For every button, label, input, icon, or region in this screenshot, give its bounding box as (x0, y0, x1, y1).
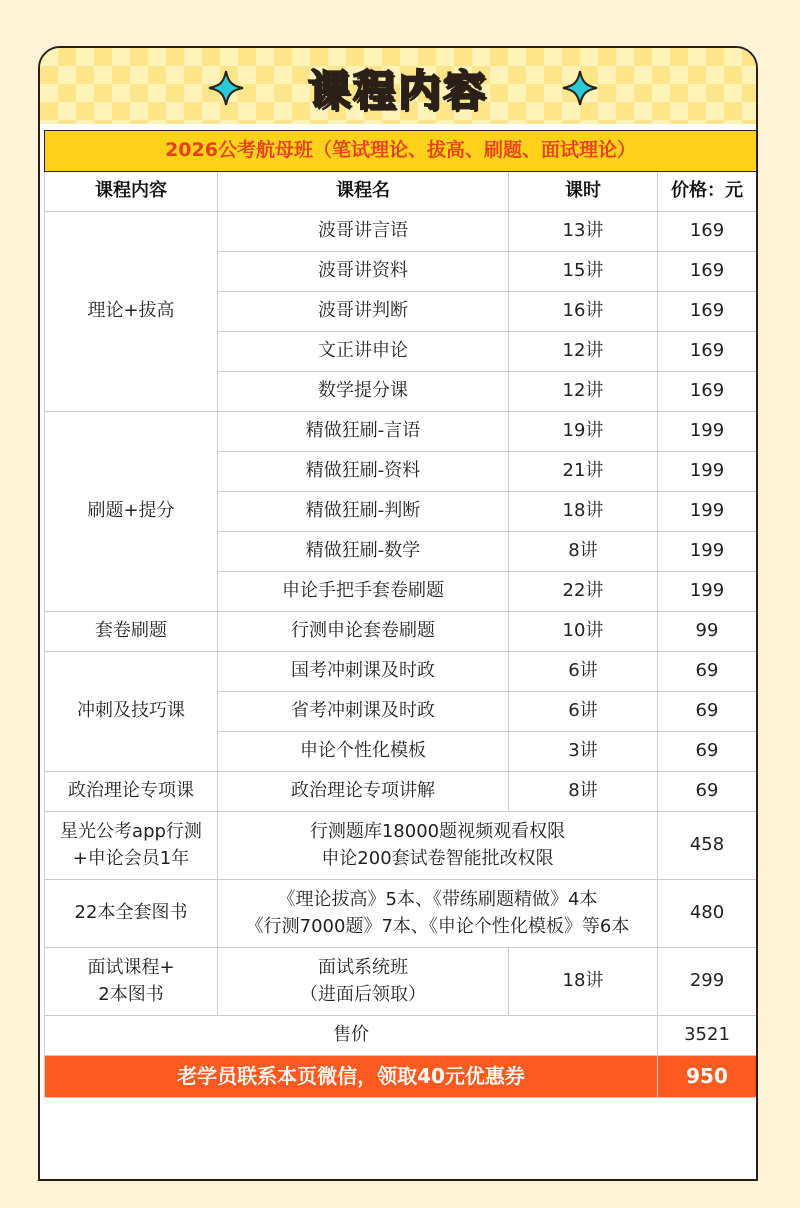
course-price: 169 (658, 252, 757, 292)
vip-description (218, 812, 658, 880)
books-line: 《理论拔高》5本、《带练刷题精做》4本 (277, 889, 598, 911)
course-name: 文正讲申论 (218, 332, 509, 372)
course-banner: 2026公考航母班（笔试理论、拔高、刷题、面试理论） (45, 131, 757, 172)
promo-row (45, 1056, 757, 1098)
header-hours: 课时 (509, 172, 658, 212)
course-price: 99 (658, 612, 757, 652)
course-hours: 6讲 (509, 692, 658, 732)
header-row (45, 172, 757, 212)
course-name: 申论手把手套卷刷题 (218, 572, 509, 612)
books-line: 《行测7000题》7本、《申论个性化模板》等6本 (245, 915, 630, 937)
course-name-line: （进面后领取） (300, 983, 426, 1005)
course-price: 458 (658, 812, 757, 880)
card-header (40, 48, 756, 124)
course-price: 169 (658, 372, 757, 412)
group-label (45, 948, 218, 1016)
group-label: 理论+拔高 (45, 212, 218, 412)
course-name: 国考冲刺课及时政 (218, 652, 509, 692)
course-name: 申论个性化模板 (218, 732, 509, 772)
course-hours: 18讲 (509, 492, 658, 532)
course-name-line: 面试系统班 (318, 957, 408, 979)
group-label-line: 面试课程+ (87, 957, 175, 979)
group-label: 22本全套图书 (45, 880, 218, 948)
course-table (44, 130, 757, 1098)
course-hours: 3讲 (509, 732, 658, 772)
vip-line: 申论200套试卷智能批改权限 (321, 847, 554, 869)
table-row (45, 412, 757, 452)
course-name (218, 948, 509, 1016)
banner-row (45, 131, 757, 172)
course-name: 数学提分课 (218, 372, 509, 412)
promo-label: 老学员联系本页微信，领取40元优惠券 (45, 1056, 658, 1098)
course-name: 行测申论套卷刷题 (218, 612, 509, 652)
course-price: 69 (658, 692, 757, 732)
course-price: 169 (658, 212, 757, 252)
course-hours: 21讲 (509, 452, 658, 492)
table-row (45, 652, 757, 692)
course-price: 299 (658, 948, 757, 1016)
course-price: 199 (658, 452, 757, 492)
course-card (38, 46, 758, 1181)
course-name: 精做狂刷-判断 (218, 492, 509, 532)
course-price: 69 (658, 772, 757, 812)
course-name: 波哥讲资料 (218, 252, 509, 292)
total-label: 售价 (45, 1016, 658, 1056)
table-row (45, 612, 757, 652)
course-price: 169 (658, 292, 757, 332)
course-name: 精做狂刷-言语 (218, 412, 509, 452)
course-hours: 19讲 (509, 412, 658, 452)
course-price: 69 (658, 652, 757, 692)
course-price: 480 (658, 880, 757, 948)
course-hours: 13讲 (509, 212, 658, 252)
course-price: 199 (658, 492, 757, 532)
course-hours: 12讲 (509, 372, 658, 412)
course-name: 省考冲刺课及时政 (218, 692, 509, 732)
table-row (45, 212, 757, 252)
group-label-line: 星光公考app行测 (60, 821, 202, 843)
table-row (45, 948, 757, 1016)
group-label-line: 2本图书 (98, 983, 164, 1005)
group-label: 套卷刷题 (45, 612, 218, 652)
vip-line: 行测题库18000题视频观看权限 (309, 821, 566, 843)
table-row (45, 772, 757, 812)
course-price: 199 (658, 532, 757, 572)
course-name: 精做狂刷-资料 (218, 452, 509, 492)
group-label (45, 812, 218, 880)
header-name: 课程名 (218, 172, 509, 212)
course-hours: 10讲 (509, 612, 658, 652)
table-row (45, 812, 757, 880)
group-label: 政治理论专项课 (45, 772, 218, 812)
total-value: 3521 (658, 1016, 757, 1056)
course-hours: 16讲 (509, 292, 658, 332)
table-row (45, 880, 757, 948)
header-price: 价格：元 (658, 172, 757, 212)
course-name: 政治理论专项讲解 (218, 772, 509, 812)
course-name: 波哥讲判断 (218, 292, 509, 332)
books-description (218, 880, 658, 948)
group-label: 刷题+提分 (45, 412, 218, 612)
course-hours: 6讲 (509, 652, 658, 692)
page-title: 课程内容 (307, 66, 488, 115)
group-label: 冲刺及技巧课 (45, 652, 218, 772)
course-price: 199 (658, 412, 757, 452)
sparkle-star-icon (562, 70, 598, 106)
total-row (45, 1016, 757, 1056)
promo-price: 950 (658, 1056, 757, 1098)
course-hours: 8讲 (509, 532, 658, 572)
course-hours: 8讲 (509, 772, 658, 812)
course-hours: 12讲 (509, 332, 658, 372)
course-hours: 15讲 (509, 252, 658, 292)
course-hours: 22讲 (509, 572, 658, 612)
course-price: 169 (658, 332, 757, 372)
course-price: 199 (658, 572, 757, 612)
group-label-line: +申论会员1年 (72, 847, 190, 869)
header-content: 课程内容 (45, 172, 218, 212)
course-name: 精做狂刷-数学 (218, 532, 509, 572)
course-hours: 18讲 (509, 948, 658, 1016)
course-name: 波哥讲言语 (218, 212, 509, 252)
course-price: 69 (658, 732, 757, 772)
